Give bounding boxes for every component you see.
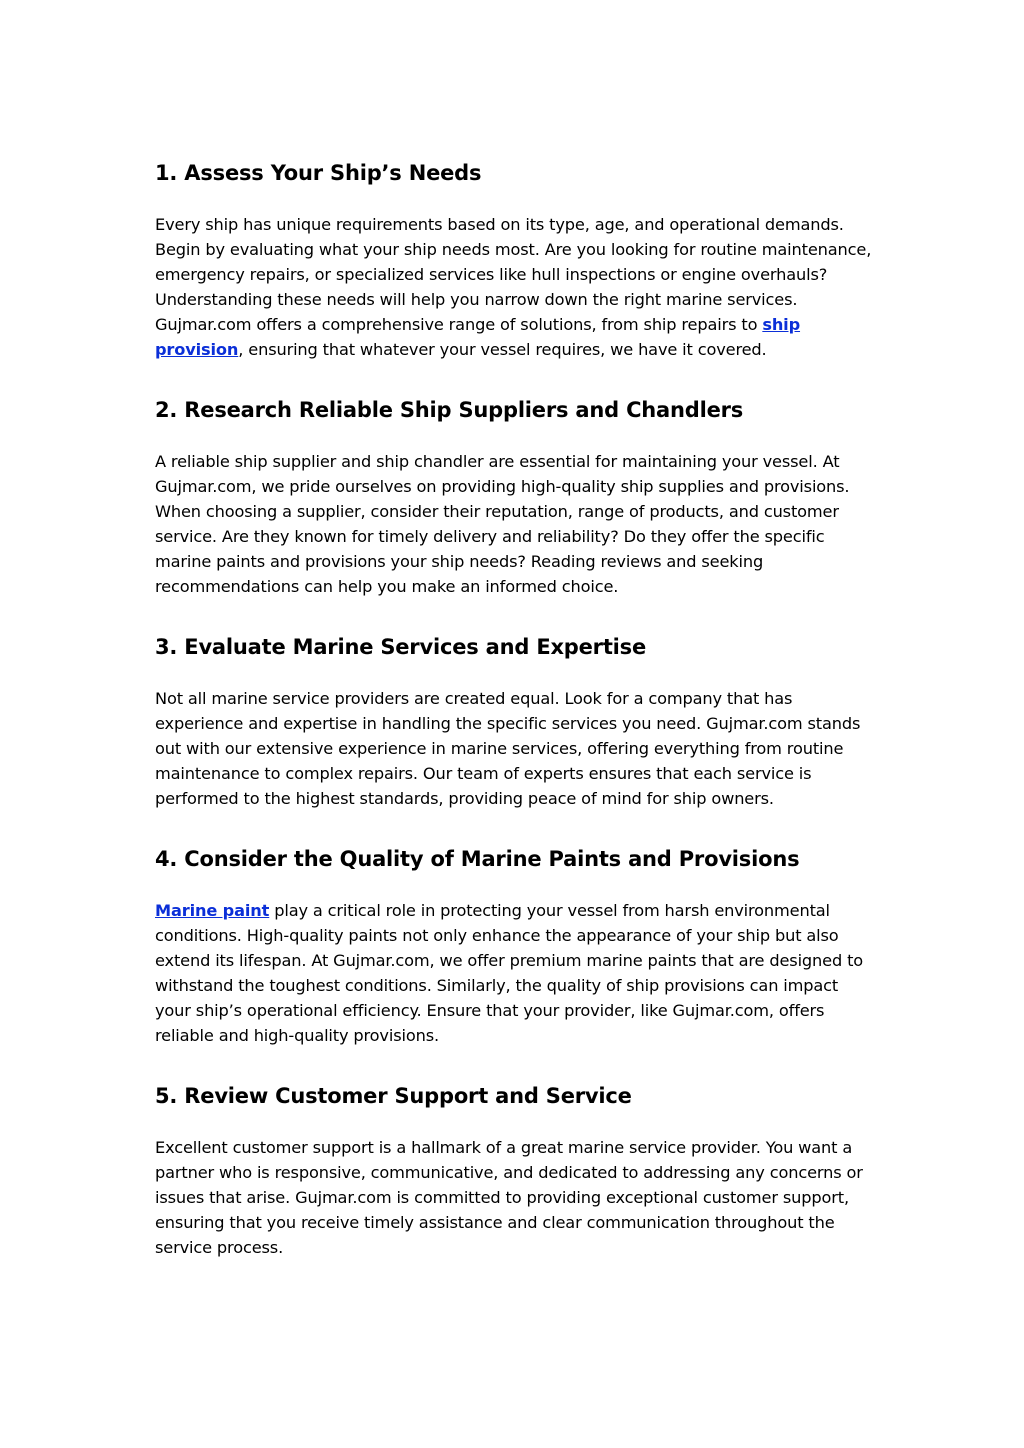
section-heading: 3. Evaluate Marine Services and Expertise <box>155 635 647 659</box>
section-heading: 2. Research Reliable Ship Suppliers and Chandlers <box>155 398 744 422</box>
section-paragraph <box>155 212 875 362</box>
marine-paint-link[interactable]: Marine paint <box>155 901 270 920</box>
section-assess-needs <box>155 156 875 362</box>
ship-provision-link[interactable]: ship provision <box>155 315 801 359</box>
paragraph-text: , ensuring that whatever your vessel requires, we have it covered. <box>238 340 767 359</box>
section-paragraph: Excellent customer support is a hallmark of a great marine service provider. You want a partner who is responsive, communicative, and dedicated to addressing any concerns or issues that arise. Gujmar.com is committed to providing exceptional customer support, ensuring that you receive timely assistance and clear communication throughout the service process. <box>155 1138 863 1257</box>
section-research-suppliers <box>155 393 875 599</box>
section-heading: 1. Assess Your Ship’s Needs <box>155 161 482 185</box>
paragraph-text: Every ship has unique requirements based on its type, age, and operational demands. Begin by evaluating what your ship needs most. Are you looking for routine maintenance, emergency repairs, or specialized services like hull inspections or engine overhauls? Understanding these needs will help you narrow down the right marine services. Gujmar.com offers a comprehensive range of solutions, from ship repairs to <box>155 215 872 334</box>
section-evaluate-services <box>155 630 875 811</box>
document-page <box>155 156 875 1291</box>
section-heading: 4. Consider the Quality of Marine Paints and Provisions <box>155 847 800 871</box>
paragraph-text: play a critical role in protecting your vessel from harsh environmental conditions. High-quality paints not only enhance the appearance of your ship but also extend its lifespan. At Gujmar.com, we offer premium marine paints that are designed to withstand the toughest conditions. Similarly, the quality of ship provisions can impact your ship’s operational efficiency. Ensure that your provider, like Gujmar.com, offers reliable and high-quality provisions. <box>155 901 864 1045</box>
section-paints-provisions <box>155 842 875 1048</box>
section-paragraph: Not all marine service providers are created equal. Look for a company that has experience and expertise in handling the specific services you need. Gujmar.com stands out with our extensive experience in marine services, offering everything from routine maintenance to complex repairs. Our team of experts ensures that each service is performed to the highest standards, providing peace of mind for ship owners. <box>155 689 861 808</box>
section-paragraph: A reliable ship supplier and ship chandler are essential for maintaining your vessel. At Gujmar.com, we pride ourselves on providing high-quality ship supplies and provisions. When choosing a supplier, consider their reputation, range of products, and customer service. Are they known for timely delivery and reliability? Do they offer the specific marine paints and provisions your ship needs? Reading reviews and seeking recommendations can help you make an informed choice. <box>155 452 850 596</box>
section-paragraph <box>155 898 875 1048</box>
section-heading: 5. Review Customer Support and Service <box>155 1084 632 1108</box>
section-customer-support <box>155 1079 875 1260</box>
